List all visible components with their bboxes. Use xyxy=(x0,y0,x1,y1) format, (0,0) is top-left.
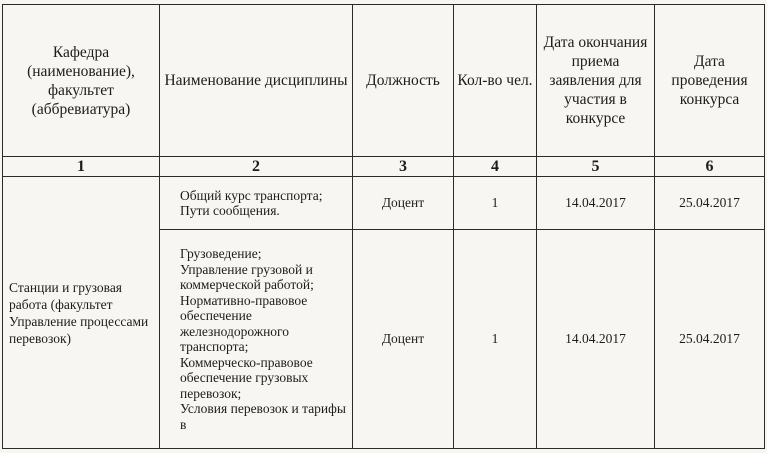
discipline-item: Общий курс транспорта; xyxy=(180,187,323,203)
column-number: 2 xyxy=(160,157,353,177)
column-number-row xyxy=(3,157,765,177)
count-cell: 1 xyxy=(454,177,537,230)
column-number: 3 xyxy=(353,157,454,177)
column-number: 6 xyxy=(655,157,765,177)
header-discipline: Наименование дисциплины xyxy=(160,5,353,157)
contest-date-cell: 25.04.2017 xyxy=(655,230,765,449)
position-cell: Доцент xyxy=(353,177,454,230)
deadline-cell: 14.04.2017 xyxy=(537,230,655,449)
discipline-item: Пути сообщения. xyxy=(180,203,280,218)
discipline-item: Условия перевозок и тарифы в xyxy=(180,401,346,432)
header-position: Должность xyxy=(353,5,454,157)
position-cell: Доцент xyxy=(353,230,454,449)
discipline-cell xyxy=(160,177,353,230)
column-number: 1 xyxy=(3,157,160,177)
contest-date-cell: 25.04.2017 xyxy=(655,177,765,230)
discipline-item: Нормативно-правовое обеспечение железнодорожного транспорта; xyxy=(180,292,308,354)
discipline-item: Коммерческо-правовое обеспечение грузовых перевозок; xyxy=(180,354,313,401)
table-row xyxy=(3,177,765,230)
discipline-item: Грузоведение; xyxy=(180,246,262,261)
header-row xyxy=(3,5,765,157)
header-department: Кафедра (наименование), факультет (аббревиатура) xyxy=(3,5,160,157)
vacancy-table xyxy=(2,4,765,449)
header-contest-date: Дата проведения конкурса xyxy=(655,5,765,157)
header-application-deadline: Дата окончания приема заявления для участия в конкурсе xyxy=(537,5,655,157)
count-cell: 1 xyxy=(454,230,537,449)
discipline-cell xyxy=(160,230,353,449)
column-number: 4 xyxy=(454,157,537,177)
department-cell: Станции и грузовая работа (факультет Управление процессами перевозок) xyxy=(3,177,160,449)
header-count: Кол-во чел. xyxy=(454,5,537,157)
deadline-cell: 14.04.2017 xyxy=(537,177,655,230)
column-number: 5 xyxy=(537,157,655,177)
discipline-item: Управление грузовой и коммерческой работой; xyxy=(180,261,314,292)
